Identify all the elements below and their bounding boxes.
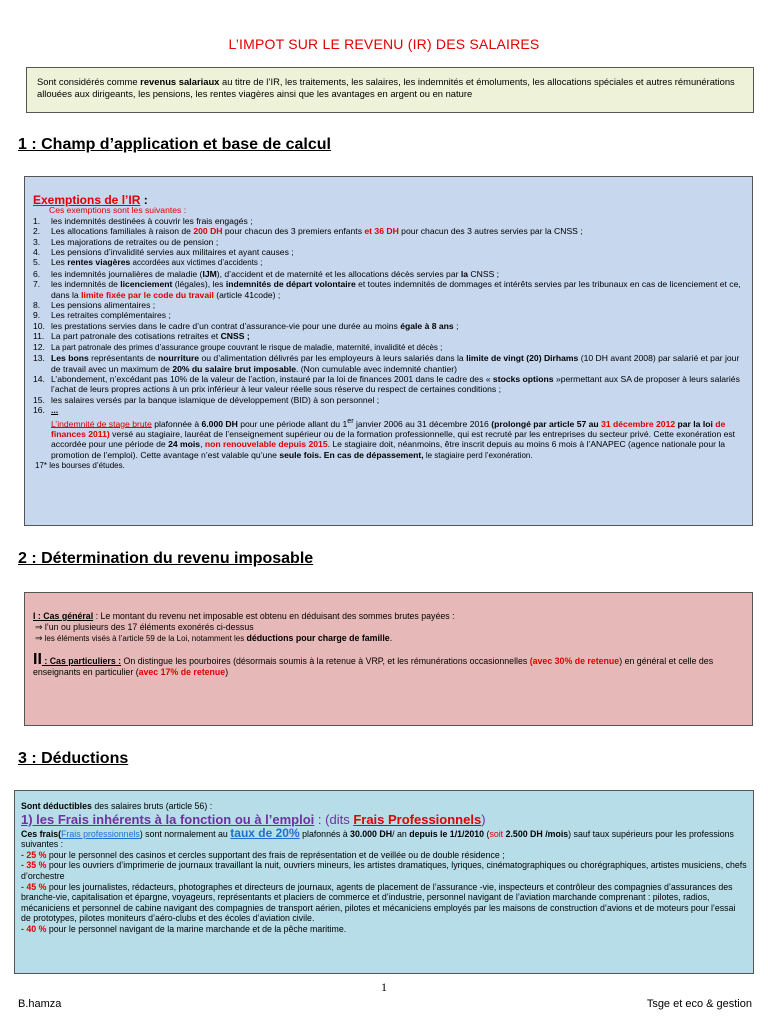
list-item: 1. les indemnités destinées à couvrir les frais engagés ; bbox=[33, 215, 253, 226]
bullet-2: ⇒ les éléments visés à l’article 59 de la Loi, notamment les déductions pour charge de famille. bbox=[35, 633, 393, 643]
arrow-icon: ⇒ bbox=[35, 622, 43, 632]
exemptions-title: Exemptions de l’IR : bbox=[33, 193, 148, 207]
rate-item: - 25 % pour le personnel des casinos et cercles supportant des frais de représentation et de veillée ou de double résidence ; bbox=[21, 849, 505, 860]
list-item-16-detail: L’indemnité de stage brute plafonnée à 6.000 DH pour une période allant du 1er janvier 2006 au 31 décembre 2016 (prolongé par article 57 au 31 décembre 2012 par la loi de finances 2011) versé au stagiaire, lauréat de l’enseignement supérieur ou de la formation professionnelle, qui est recruté par les entreprises du secteur privé. Cette exonération est accordée pour une période de 24 mois, non renouvelable depuis 2015. Le stagiaire doit, néanmoins, être inscrit depuis au moins 6 mois à l’ANAPEC (agence nationale pour la promotion de l’emploi). Cette avantage n’est valable qu’une seule fois. En cas de dépassement, le stagiaire perd l’exonération. bbox=[51, 416, 736, 460]
arrow-icon: ⇒ bbox=[35, 633, 43, 643]
frais-heading: 1) les Frais inhérents à la fonction ou à l’emploi : (dits Frais Professionnels) bbox=[21, 811, 486, 827]
exemptions-subtitle: Ces exemptions sont les suivantes : bbox=[49, 205, 187, 216]
list-item: 13. Les bons représentants de nourriture ou d’alimentation délivrés par les employeurs à leurs salariés dans la limite de vingt (20) Dirhams (10 DH avant 2008) par salarié et par jour de travail avec un maximum de 20% du salaire brut imposable. (Non cumulable avec indemnité chantier) bbox=[33, 353, 740, 374]
exemptions-list bbox=[33, 216, 744, 461]
intro-text: Sont considérés comme bbox=[37, 76, 141, 87]
frais-rate-line: Ces frais(Frais professionnels) sont normalement au taux de 20% plafonnés à 30.000 DH/ an depuis le 1/1/2010 (soit 2.500 DH /mois) sauf taux supérieurs pour les professions suivantes : bbox=[21, 825, 734, 850]
list-item: 12. La part patronale des primes d’assurance groupe couvrant le risque de maladie, maternité, invalidité et décès ; bbox=[33, 341, 443, 352]
list-item: 4. Les pensions d’invalidité servies aux militaires et ayant causes ; bbox=[33, 247, 294, 258]
list-item: 9. Les retraites complémentaires ; bbox=[33, 310, 171, 321]
list-item: 8. Les pensions alimentaires ; bbox=[33, 300, 156, 311]
deductions-box bbox=[14, 790, 754, 974]
list-item: 14. L’abondement, n’excédant pas 10% de la valeur de l’action, instauré par la loi de finances 2001 dans le cadre des « stocks options »permettant aux SA de proposer à leurs salariés l’achat de leurs propres actions à un prix inférieur à leur valeur réelle sous réserve du respect de certaines conditions ; bbox=[33, 373, 740, 395]
list-item: 16. ... bbox=[33, 405, 59, 416]
list-item: 3. Les majorations de retraites ou de pension ; bbox=[33, 236, 219, 247]
list-item: 2. Les allocations familiales à raison de 200 DH pour chacun des 3 premiers enfants et 36 DH pour chacun des 3 autres servies par la CNSS ; bbox=[33, 226, 583, 237]
intro-box bbox=[26, 67, 754, 113]
rate-item: - 40 % pour le personnel navigant de la marine marchande et de la pêche maritime. bbox=[21, 923, 347, 934]
bullet-1: ⇒ l’un ou plusieurs des 17 éléments exonérés ci-dessus bbox=[35, 622, 254, 632]
list-item: 6. les indemnités journalières de maladie (IJM), d’accident et de maternité et les allocations décès servies par la CNSS ; bbox=[33, 268, 500, 279]
list-item: 7. les indemnités de licenciement (légales), les indemnités de départ volontaire et toutes indemnités de dommages et intérêts servies par les tribunaux en cas de licenciement et ce, dans la limite fixée par le code du travail (article 41code) ; bbox=[33, 279, 741, 300]
list-item: 5. Les rentes viagères accordées aux victimes d’accidents ; bbox=[33, 257, 263, 268]
section2-heading: 2 : Détermination du revenu imposable bbox=[18, 550, 314, 567]
revenue-box bbox=[24, 592, 753, 726]
list-item: 10. les prestations servies dans le cadre d’un contrat d’assurance-vie pour une durée au moins égale à 8 ans ; bbox=[33, 320, 459, 331]
list-item: 15. les salaires versés par la banque islamique de développement (BID) à son personnel ; bbox=[33, 394, 380, 405]
footer-author: B.hamza bbox=[18, 998, 62, 1010]
page-number: 1 bbox=[381, 980, 387, 994]
footer-subject: Tsge et eco & gestion bbox=[646, 998, 752, 1010]
exemptions-box bbox=[24, 176, 753, 526]
rate-item: - 45 % pour les journalistes, rédacteurs, photographes et directeurs de journaux, agents de placement de l’assurance -vie, inspecteurs et contrôleur des compagnies d’assurances des branche-vie, capitalisation et épargne, voyageurs, représentants et placiers de commerce et d’industrie, personnel navigant de l’aviation marchande comprenant : pilotes, radios, mécaniciens et personnel de cabine navigant des compagnies de transport aérien, pilotes et mécaniciens employés par les maisons de construction d’avions et de moteurs pour l’essai de prototypes, pilotes moniteurs d’aéro-clubs et des écoles d’aviation civile. bbox=[21, 881, 736, 924]
intro-bold: revenus salariaux bbox=[140, 76, 220, 87]
case-particular: II : Cas particuliers : On distingue les pourboires (désormais soumis à la retenue à VRP, et les rémunérations occasionnelles (avec 30% de retenue) en général et celle des enseignants en particulier (avec 17% de retenue) bbox=[33, 651, 714, 677]
document-title: L’IMPOT SUR LE REVENU (IR) DES SALAIRES bbox=[228, 36, 540, 52]
list-item: 11. La part patronale des cotisations retraites et CNSS ; bbox=[33, 331, 250, 342]
rate-item: - 35 % pour les ouvriers d’imprimerie de journaux travaillant la nuit, ouvriers mineurs, les artistes dramatiques, lyriques, cinématographiques ou chorégraphiques, artistes musiciens, chefs d’orchestre bbox=[21, 860, 747, 881]
deductions-intro: Sont déductibles des salaires bruts (article 56) : bbox=[21, 801, 213, 811]
intro-text-rest: au titre de l’IR, les traitements, les salaires, les indemnités et émoluments, les allocations spéciales et autres rémunérations allouées aux dirigeants, les pensions, les rentes viagères ainsi que les avantages en argent ou en nature bbox=[37, 76, 735, 99]
section1-heading: 1 : Champ d’application et base de calcul bbox=[18, 136, 331, 153]
item-17: 17* les bourses d’études. bbox=[35, 461, 125, 471]
section3-heading: 3 : Déductions bbox=[18, 750, 129, 767]
case-general: I : Cas général : Le montant du revenu net imposable est obtenu en déduisant des sommes brutes payées : bbox=[33, 611, 455, 621]
